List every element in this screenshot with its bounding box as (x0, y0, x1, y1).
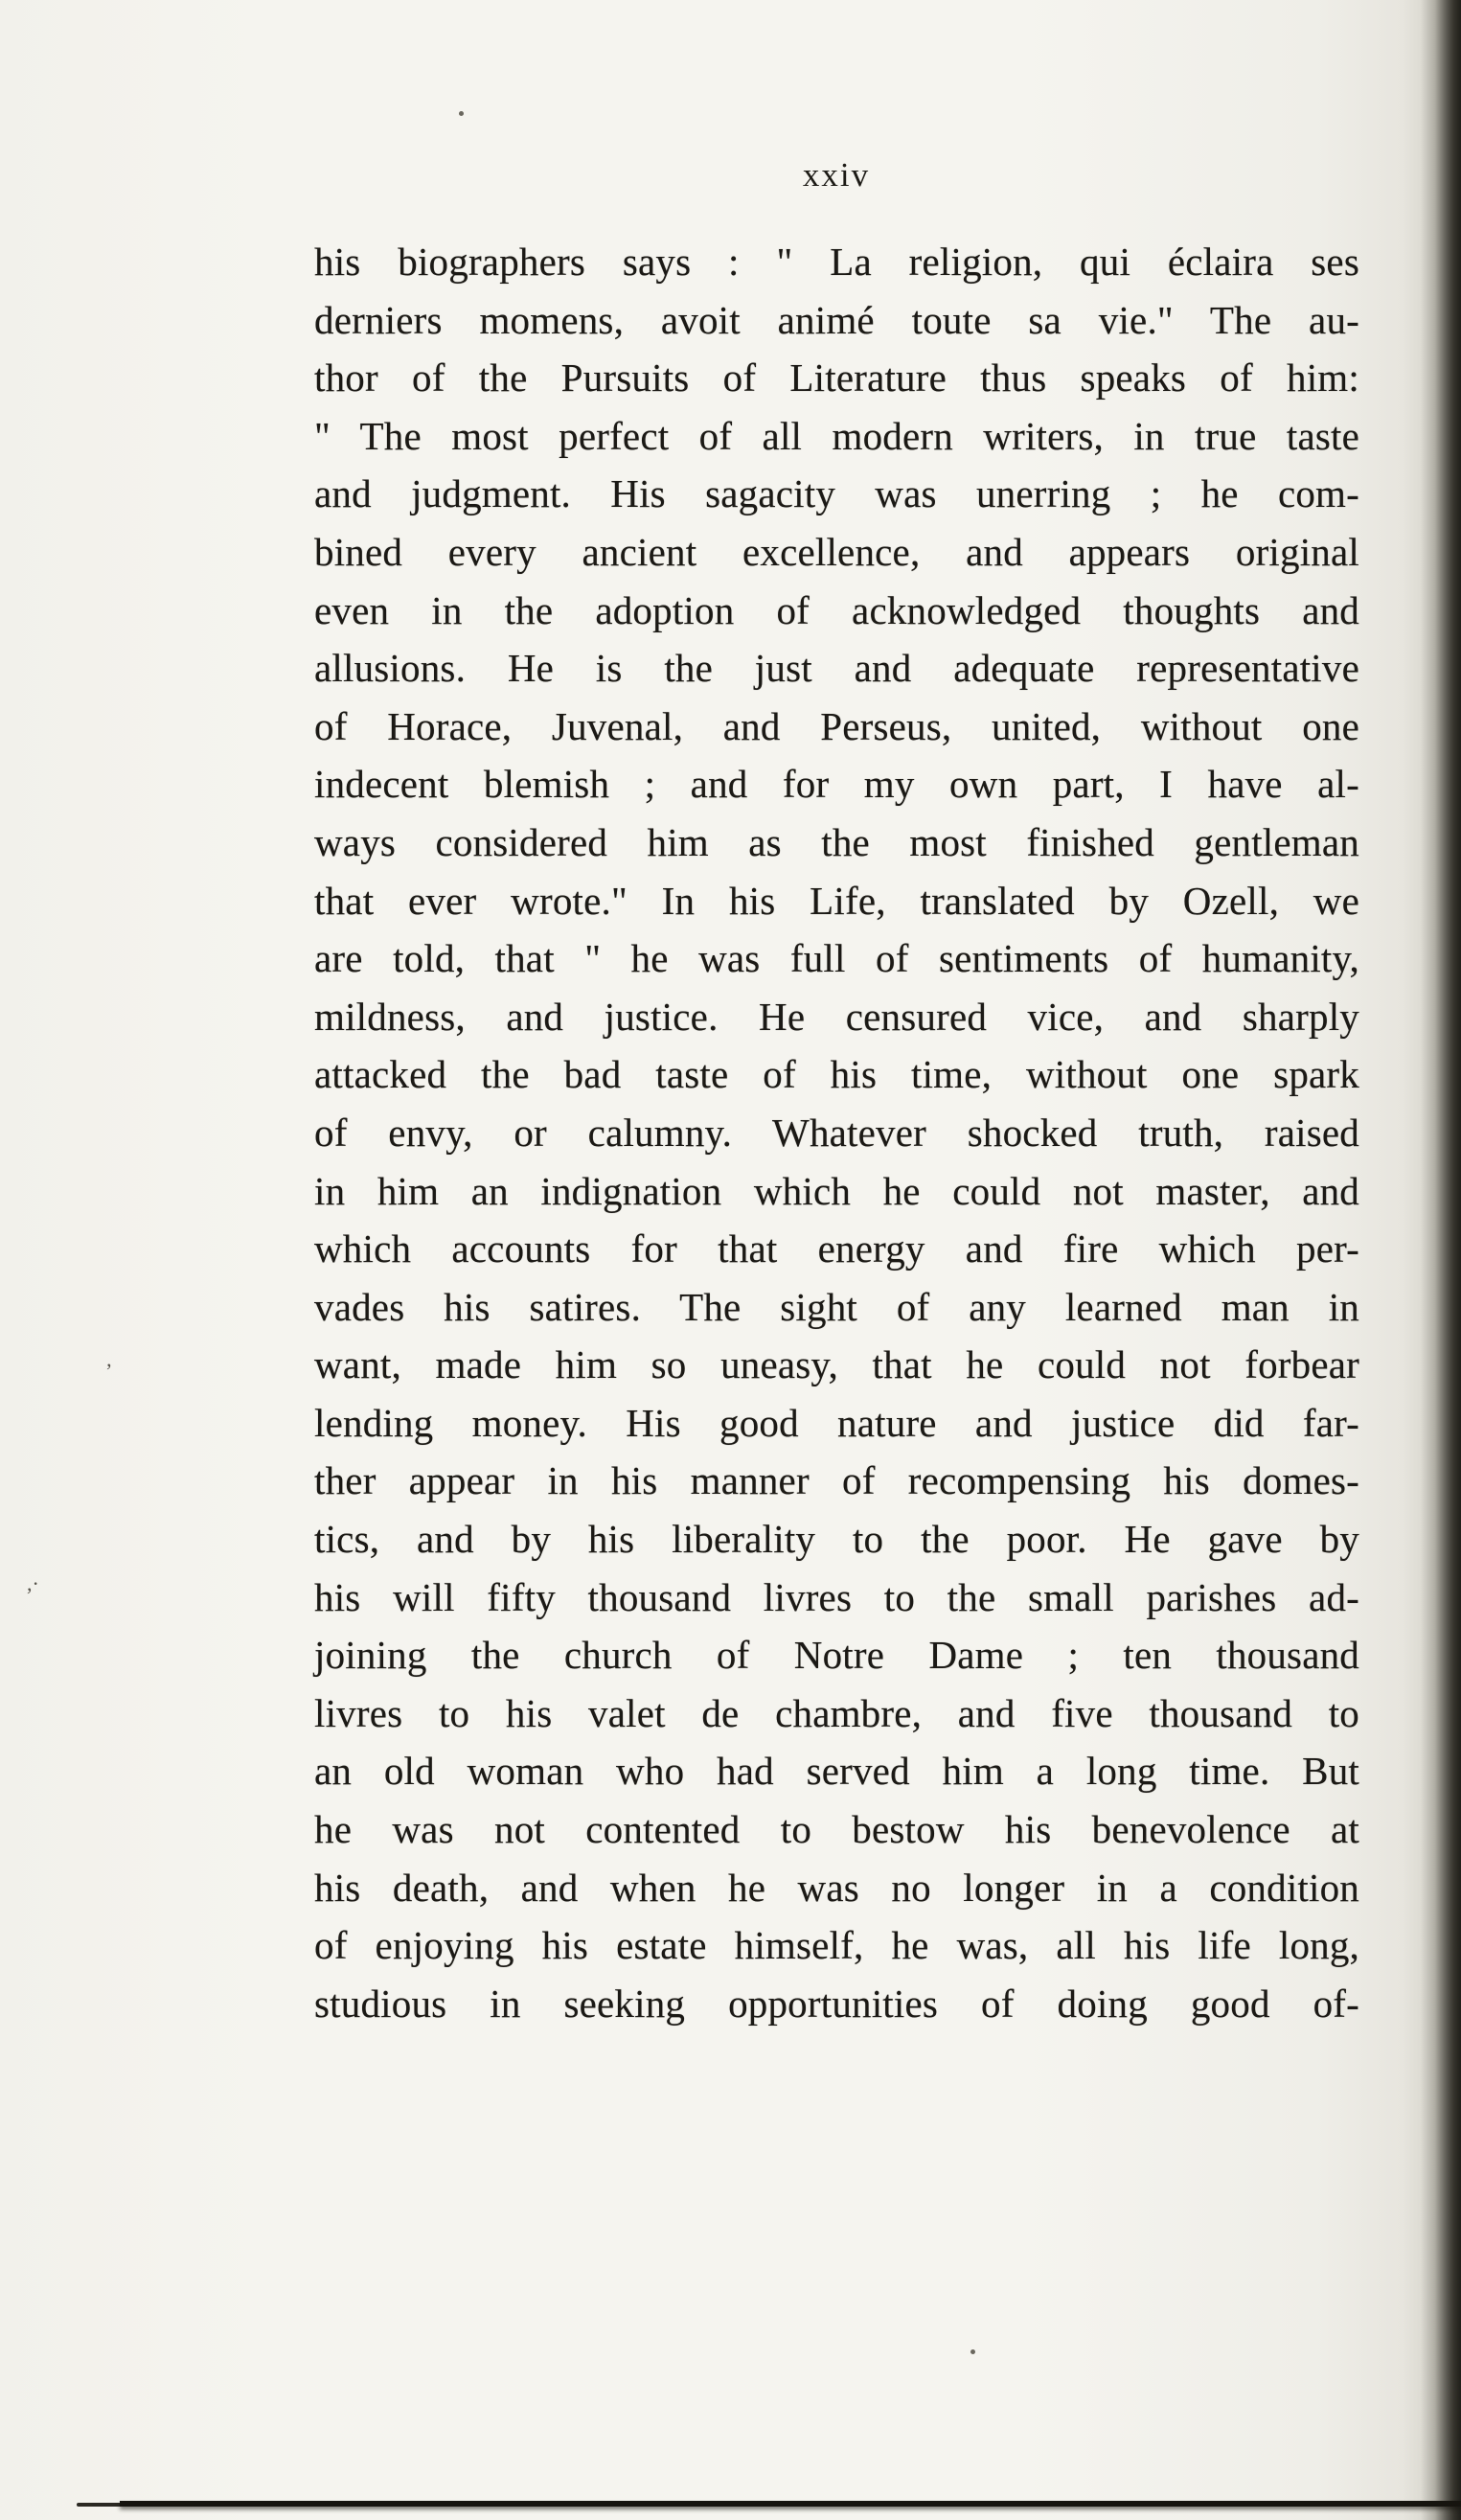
scan-speck: ,· (27, 1571, 39, 1595)
text-line: allusions. He is the just and adequate representative (314, 646, 1359, 691)
text-line: his death, and when he was no longer in a condition (314, 1865, 1359, 1910)
text-line: vades his satires. The sight of any learned man in (314, 1284, 1359, 1329)
text-line: indecent blemish ; and for my own part, I have al- (314, 762, 1359, 807)
scan-speck (459, 111, 464, 116)
text-line: are told, that " he was full of sentiments of humanity, (314, 936, 1359, 981)
text-line: and judgment. His sagacity was unerring ; he com- (314, 471, 1359, 516)
text-line: bined every ancient excellence, and appears original (314, 529, 1359, 574)
text-line: of envy, or calumny. Whatever shocked truth, raised (314, 1110, 1359, 1155)
text-line: ways considered him as the most finished gentleman (314, 819, 1359, 864)
text-line: he was not contented to bestow his benevolence at (314, 1807, 1359, 1852)
text-line: livres to his valet de chambre, and five thousand to (314, 1690, 1359, 1735)
text-line: ther appear in his manner of recompensing his domes- (314, 1458, 1359, 1503)
scan-edge-shadow (1421, 0, 1461, 2520)
text-line: of enjoying his estate himself, he was, all his life long, (314, 1923, 1359, 1968)
text-line: mildness, and justice. He censured vice, and sharply (314, 994, 1359, 1039)
text-line: his will fifty thousand livres to the small parishes ad- (314, 1574, 1359, 1619)
text-line: joining the church of Notre Dame ; ten thousand (314, 1633, 1359, 1678)
text-line: thor of the Pursuits of Literature thus speaks of him: (314, 355, 1359, 401)
text-line: that ever wrote." In his Life, translated by Ozell, we (314, 878, 1359, 923)
body-text (314, 233, 1359, 2032)
scan-bottom-line (120, 2501, 1461, 2507)
text-line: an old woman who had served him a long time. But (314, 1749, 1359, 1794)
text-line: " The most perfect of all modern writers, in true taste (314, 413, 1359, 458)
scan-speck: ’ (105, 1359, 113, 1383)
text-line: which accounts for that energy and fire which per- (314, 1226, 1359, 1271)
text-line: tics, and by his liberality to the poor. He gave by (314, 1517, 1359, 1562)
text-line: studious in seeking opportunities of doing good of- (314, 1981, 1359, 2026)
text-line: of Horace, Juvenal, and Perseus, united, without one (314, 703, 1359, 748)
scan-speck (970, 2349, 975, 2354)
text-line: attacked the bad taste of his time, without one spark (314, 1052, 1359, 1097)
text-line: derniers momens, avoit animé toute sa vie." The au- (314, 297, 1359, 342)
text-line: in him an indignation which he could not master, and (314, 1168, 1359, 1213)
text-line: even in the adoption of acknowledged thoughts and (314, 587, 1359, 632)
text-line: his biographers says : " La religion, qui éclaira ses (314, 240, 1359, 284)
page-number: xxiv (802, 156, 871, 194)
scan-bottom-smudge (77, 2503, 113, 2507)
text-line: lending money. His good nature and justice did far- (314, 1400, 1359, 1445)
text-line: want, made him so uneasy, that he could not forbear (314, 1342, 1359, 1387)
